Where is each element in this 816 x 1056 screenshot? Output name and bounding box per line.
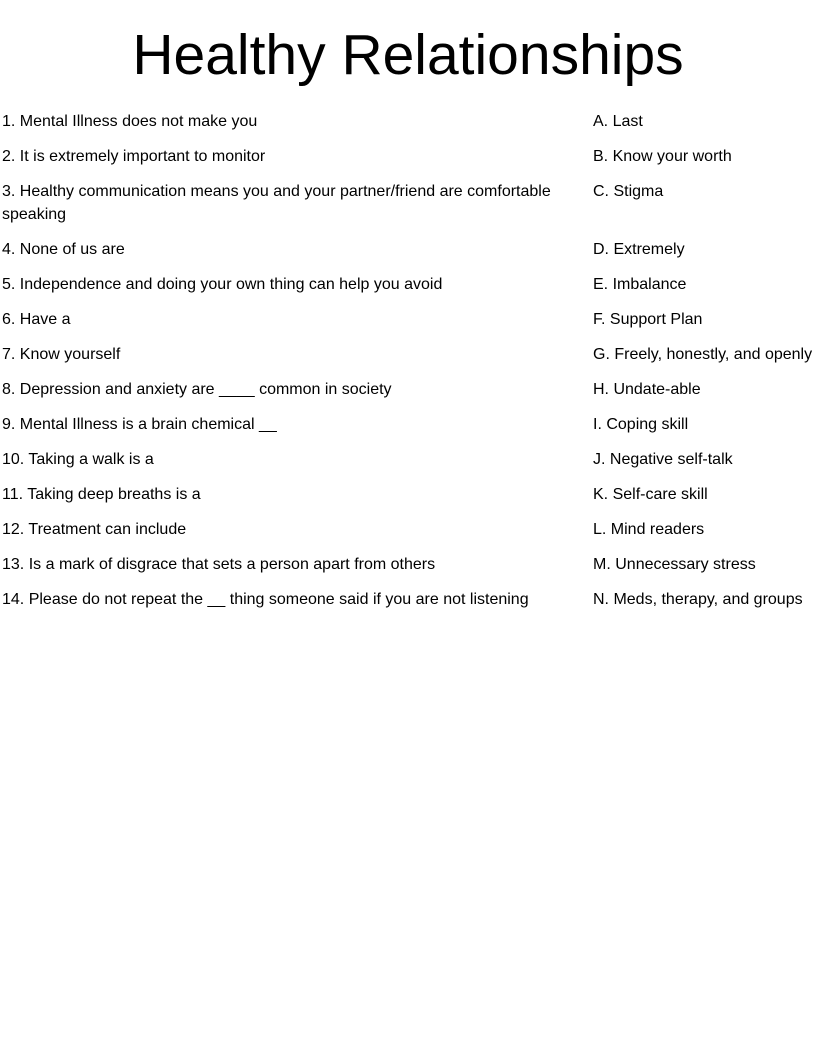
answer-letter: M.: [593, 556, 611, 573]
answer-text: Stigma: [613, 183, 664, 200]
question-item: [2, 308, 593, 343]
question-number: 3.: [2, 183, 16, 200]
question-item: [2, 238, 593, 273]
answer-text: Meds, therapy, and groups: [613, 591, 803, 608]
question-text: Have a: [19, 311, 71, 328]
question-item: [2, 588, 593, 623]
answer-letter: E.: [593, 276, 609, 293]
answer-text: Mind readers: [610, 521, 705, 538]
answer-item: [593, 343, 816, 378]
answer-text: Undate-able: [613, 381, 701, 398]
question-number: 10.: [2, 451, 25, 468]
answer-item: [593, 448, 816, 483]
answer-letter: H.: [593, 381, 609, 398]
question-item: [2, 483, 593, 518]
question-text: Mental Illness is a brain chemical __: [19, 416, 277, 433]
answer-letter: K.: [593, 486, 609, 503]
answer-text: Negative self-talk: [609, 451, 733, 468]
answer-text: Last: [612, 113, 643, 130]
answer-text: Know your worth: [612, 148, 732, 165]
question-text: Taking a walk is a: [28, 451, 154, 468]
answer-letter: N.: [593, 591, 609, 608]
answer-item: [593, 378, 816, 413]
question-item: [2, 273, 593, 308]
answer-letter: A.: [593, 113, 609, 130]
answer-item: [593, 413, 816, 448]
answer-text: Support Plan: [609, 311, 703, 328]
answer-letter: J.: [593, 451, 606, 468]
question-number: 1.: [2, 113, 16, 130]
answer-item: [593, 588, 816, 623]
question-item: [2, 413, 593, 448]
answer-item: [593, 553, 816, 588]
question-item: [2, 518, 593, 553]
answer-item: [593, 483, 816, 518]
question-item: [2, 448, 593, 483]
question-number: 9.: [2, 416, 16, 433]
answer-item: [593, 273, 816, 308]
question-number: 8.: [2, 381, 16, 398]
question-item: [2, 180, 593, 238]
page-title: Healthy Relationships: [132, 23, 684, 87]
question-number: 4.: [2, 241, 16, 258]
answer-letter: L.: [593, 521, 607, 538]
answer-letter: C.: [593, 183, 609, 200]
question-item: [2, 378, 593, 413]
question-text: Treatment can include: [28, 521, 187, 538]
answer-item: [593, 145, 816, 180]
answer-text: Freely, honestly, and openly: [614, 346, 813, 363]
question-text: It is extremely important to monitor: [19, 148, 266, 165]
answer-text: Self-care skill: [612, 486, 708, 503]
question-number: 12.: [2, 521, 25, 538]
question-item: [2, 553, 593, 588]
answer-letter: G.: [593, 346, 610, 363]
question-item: [2, 343, 593, 378]
question-item: [2, 110, 593, 145]
question-text: Depression and anxiety are ____ common in society: [19, 381, 392, 398]
question-text: Know yourself: [19, 346, 121, 363]
question-text: Taking deep breaths is a: [27, 486, 201, 503]
answer-letter: F.: [593, 311, 606, 328]
answer-letter: D.: [593, 241, 609, 258]
answer-item: [593, 180, 816, 238]
answer-text: Imbalance: [612, 276, 687, 293]
question-text: Is a mark of disgrace that sets a person apart from others: [28, 556, 436, 573]
answer-text: Extremely: [613, 241, 685, 258]
answer-item: [593, 110, 816, 145]
answer-item: [593, 308, 816, 343]
question-number: 13.: [2, 556, 25, 573]
answer-letter: B.: [593, 148, 609, 165]
answer-text: Coping skill: [606, 416, 689, 433]
answer-text: Unnecessary stress: [615, 556, 756, 573]
question-number: 2.: [2, 148, 16, 165]
question-number: 14.: [2, 591, 25, 608]
answer-letter: I.: [593, 416, 602, 433]
question-text: Healthy communication means you and your partner/friend are comfortable speaking: [2, 183, 551, 223]
question-text: Mental Illness does not make you: [19, 113, 258, 130]
question-number: 11.: [2, 486, 24, 503]
question-text: Please do not repeat the __ thing someone said if you are not listening: [28, 591, 529, 608]
question-item: [2, 145, 593, 180]
question-number: 5.: [2, 276, 16, 293]
question-number: 7.: [2, 346, 16, 363]
answer-item: [593, 518, 816, 553]
answer-item: [593, 238, 816, 273]
matching-rows: [0, 110, 816, 623]
question-number: 6.: [2, 311, 16, 328]
question-text: Independence and doing your own thing can help you avoid: [19, 276, 443, 293]
question-text: None of us are: [19, 241, 125, 258]
